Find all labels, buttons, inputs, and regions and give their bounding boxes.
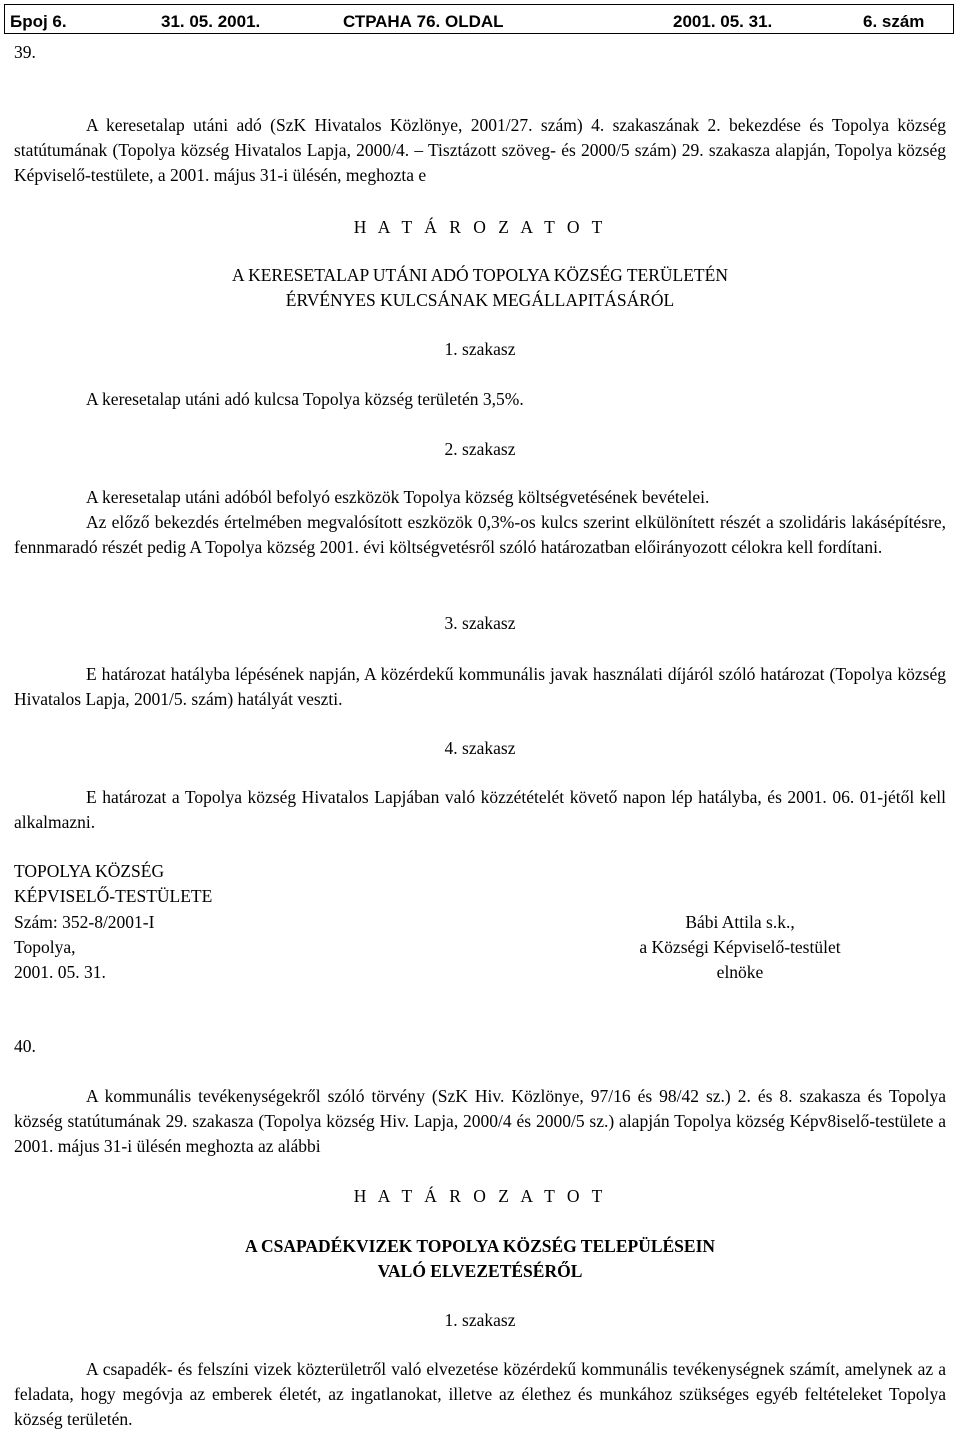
- doc40-section1-text: A csapadék- és felszíni vizek közterületről való elvezetése közérdekű kommunális tevékenységnek számít, amelynek az a feladata, hogy megóvja az emberek életét, az ingatlanokat, illetve az élethez és munkához szükséges egyéb feltételeket Topolya község területén.: [14, 1359, 946, 1429]
- doc40-preamble: A kommunális tevékenységekről szóló törvény (SzK Hiv. Közlönye, 97/16 és 98/42 sz.) 2. és 8. szakasza és Topolya község statútumának 29. szakasza (Topolya község Hiv. Lapja, 2000/4 és 2000/5 sz.) alapján Topolya község Képv8iselő-testülete a 2001. május 31-i ülésén meghozta az alábbi: [14, 1086, 946, 1156]
- signature-date: 2001. 05. 31.: [14, 962, 106, 982]
- signatory-role-line1: a Községi Képviselő-testület: [639, 937, 841, 957]
- doc40-title-line2: VALÓ ELVEZETÉSÉRŐL: [377, 1261, 583, 1281]
- doc39-section1-heading: 1. szakasz: [444, 339, 516, 359]
- doc39-number: 39.: [14, 42, 36, 62]
- doc39-section4-heading: 4. szakasz: [444, 738, 516, 758]
- doc39-title-line2: ÉRVÉNYES KULCSÁNAK MEGÁLLAPITÁSÁRÓL: [285, 290, 675, 310]
- page-header: [4, 4, 954, 34]
- signatory-name: Bábi Attila s.k.,: [685, 912, 795, 932]
- header-date-left: 31. 05. 2001.: [161, 12, 261, 31]
- doc40-section1-heading: 1. szakasz: [444, 1310, 516, 1330]
- doc39-section2-text1: A keresetalap utáni adóból befolyó eszközök Topolya község költségvetésének bevételei.: [86, 487, 710, 507]
- header-issue-cyrillic: Број 6.: [10, 12, 67, 31]
- header-date-right: 2001. 05. 31.: [673, 12, 773, 31]
- header-page-number: СТРАНА 76. OLDAL: [343, 12, 504, 31]
- doc40-decision-heading: H A T Á R O Z A T O T: [353, 1186, 607, 1206]
- doc39-decision-heading: H A T Á R O Z A T O T: [353, 217, 607, 237]
- signature-place: Topolya,: [14, 937, 76, 957]
- doc39-section3-text: E határozat hatályba lépésének napján, A közérdekű kommunális javak használati díjáról szóló határozat (Topolya község Hivatalos Lapja, 2001/5. szám) hatályát veszti.: [14, 664, 946, 709]
- doc39-section2-heading: 2. szakasz: [444, 439, 516, 459]
- doc39-preamble: A keresetalap utáni adó (SzK Hivatalos Közlönye, 2001/27. szám) 4. szakaszának 2. bekezdése és Topolya község statútumának (Topolya község Hivatalos Lapja, 2000/4. – Tisztázott szöveg- és 2000/5 szám) 29. szakasza alapján, Topolya község Képviselő-testülete, a 2001. május 31-i ülésén, meghozta e: [14, 115, 946, 185]
- signatory-role-line2: elnöke: [716, 962, 764, 982]
- signature-org-line2: KÉPVISELŐ-TESTÜLETE: [14, 886, 213, 906]
- doc39-section3-heading: 3. szakasz: [444, 613, 516, 633]
- header-issue-hungarian: 6. szám: [863, 12, 925, 31]
- signature-org-line1: TOPOLYA KÖZSÉG: [14, 861, 165, 881]
- doc39-section2-text2: Az előző bekezdés értelmében megvalósított eszközök 0,3%-os kulcs szerint elkülönített részét a szolidáris lakásépítésre, fennmaradó részét pedig A Topolya község 2001. évi költségvetésről szóló határozatban előirányozott célokra kell fordítani.: [14, 512, 946, 557]
- signature-document-number: Szám: 352-8/2001-I: [14, 912, 155, 932]
- doc40-number: 40.: [14, 1036, 36, 1056]
- doc40-title-line1: A CSAPADÉKVIZEK TOPOLYA KÖZSÉG TELEPÜLÉSEIN: [244, 1236, 716, 1256]
- doc39-section4-text: E határozat a Topolya község Hivatalos Lapjában való közzétételét követő napon lép hatályba, és 2001. 06. 01-jétől kell alkalmazni.: [14, 787, 946, 832]
- doc39-section1-text: A keresetalap utáni adó kulcsa Topolya község területén 3,5%.: [86, 389, 524, 409]
- doc39-title-line1: A KERESETALAP UTÁNI ADÓ TOPOLYA KÖZSÉG TERÜLETÉN: [232, 265, 728, 285]
